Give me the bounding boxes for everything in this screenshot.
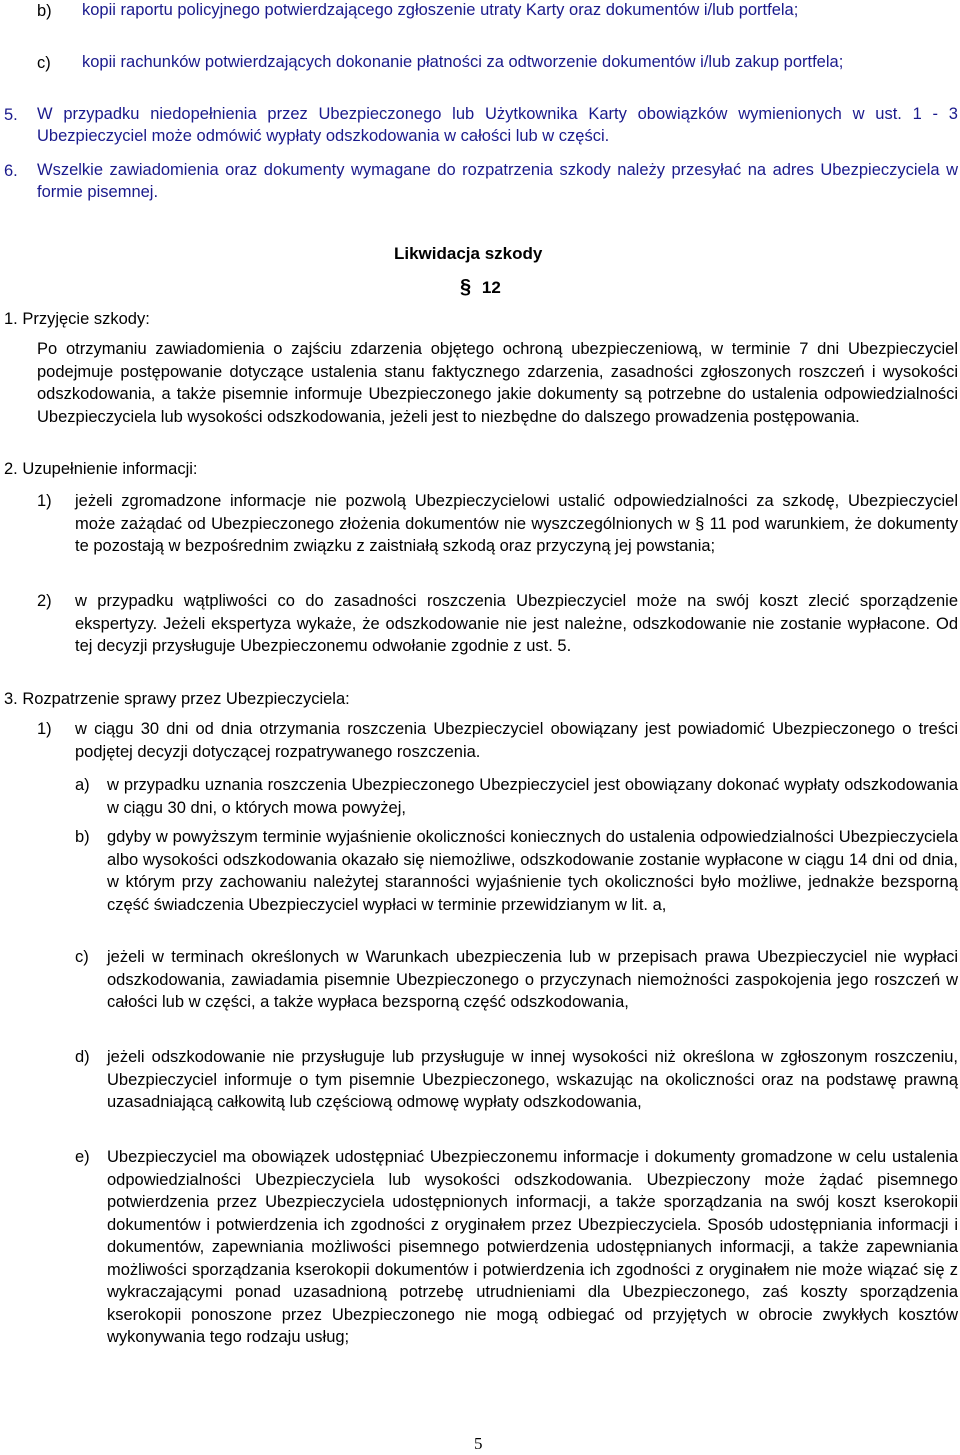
list-item-text: Ubezpieczyciel ma obowiązek udostępniać Ubezpieczonemu informacje i dokumenty gromadzone w celu ustalenia odpowiedzialności Ubezpieczyciela lub wysokości odszkodowania. Ubezpieczony może żądać pisemnego potwierdzenia przez Ubezpieczyciela udostępnionych informacji, a także sporządzania na swój koszt kserokopii dokumentów i potwierdzenia ich zgodności z oryginałem przez Ubezpieczyciela. Sposób udostępniania informacji i dokumentów, zapewniania możliwości pisemnego potwierdzenia udostępnianych informacji, a także zapewniania możliwości sporządzania kserokopii dokumentów i potwierdzenia ich zgodności z oryginałem nie może wiązać się z wykraczającymi ponad uzasadnioną potrzebę utrudnieniami dla Ubezpieczonego, zaś koszty sporządzenia kserokopii ponoszone przez Ubezpieczonego nie mogą odbiegać od przyjętych w obrocie zwykłych kosztów wykonywania tego rodzaju usług; [107,1148,958,1346]
section-heading: 1. Przyjęcie szkody: [4,310,150,328]
item-label: a) [75,776,90,794]
paragraph-mark [460,276,501,299]
list-item-text: gdyby w powyższym terminie wyjaśnienie okoliczności koniecznych do ustalenia odpowiedzialności Ubezpieczyciela albo wysokości odszkodowania okazało się niemożliwe, odszkodowanie zostanie wypłacone w ciągu 14 dni od dnia, w którym przy zachowaniu należytej staranności wyjaśnienie tych okoliczności było możliwe, jednakże bezsporną część świadczenia Ubezpieczyciel wypłaci w terminie przewidzianym w lit. a, [107,828,958,914]
paragraph-number: 5. [4,106,18,124]
page-number: 5 [474,1434,483,1453]
list-item-text: kopii rachunków potwierdzających dokonanie płatności za odtworzenie dokumentów i/lub zakup portfela; [82,53,844,71]
paragraph-text: Po otrzymaniu zawiadomienia o zajściu zdarzenia objętego ochroną ubezpieczeniową, w terminie 7 dni Ubezpieczyciel podejmuje postępowanie dotyczące ustalenia stanu faktycznego zdarzenia, zasadności zgłoszonych roszczeń i wysokości odszkodowania, a także pisemnie informuje Ubezpieczonego jakie dokumenty są potrzebne do ustalenia odpowiedzialności Ubezpieczyciela lub wysokości odszkodowania, jeżeli jest to niezbędne do dalszego prowadzenia postępowania. [37,340,958,426]
list-item-text: kopii raportu policyjnego potwierdzającego zgłoszenie utraty Karty oraz dokumentów i/lub portfela; [82,1,799,19]
item-label: 1) [37,720,52,738]
item-label: e) [75,1148,90,1166]
paragraph-number: 6. [4,162,18,180]
list-item-text: w ciągu 30 dni od dnia otrzymania roszczenia Ubezpieczyciel obowiązany jest powiadomić Ubezpieczonego o treści podjętej decyzji dotyczącej rozpatrywanego roszczenia. [75,720,958,761]
section-sign: § [460,276,472,298]
item-label: c) [75,948,89,966]
list-item-text: jeżeli odszkodowanie nie przysługuje lub przysługuje w innej wysokości niż określona w zgłoszonym roszczeniu, Ubezpieczyciel informuje o tym pisemnie Ubezpieczonego, wskazując na okoliczności oraz na podstawę prawną uzasadniającą całkowitą lub częściową odmowę wypłaty odszkodowania, [107,1048,958,1111]
item-label: c) [37,54,51,72]
item-label: 1) [37,492,52,510]
list-item-text: w przypadku uznania roszczenia Ubezpieczonego Ubezpieczyciel jest obowiązany dokonać wypłaty odszkodowania w ciągu 30 dni, o których mowa powyżej, [107,776,958,817]
item-label: d) [75,1048,90,1066]
paragraph-text: Wszelkie zawiadomienia oraz dokumenty wymagane do rozpatrzenia szkody należy przesyłać na adres Ubezpieczyciela w formie pisemnej. [37,161,958,201]
paragraph-number: 12 [481,278,501,297]
list-item-text: jeżeli w terminach określonych w Warunkach ubezpieczenia lub w przepisach prawa Ubezpieczyciel nie wypłaci odszkodowania, zawiadamia pisemnie Ubezpieczonego o przyczynach niemożności zaspokojenia jego roszczeń w całości lub w części, a także wypłaca bezsporną część odszkodowania, [107,948,958,1011]
list-item-text: jeżeli zgromadzone informacje nie pozwolą Ubezpieczycielowi ustalić odpowiedzialności za szkodę, Ubezpieczyciel może zażądać od Ubezpieczonego złożenia dokumentów nie wyszczególnionych w § 11 pod warunkiem, że dokumenty te pozostają w bezpośrednim związku z zaistniałą szkodą oraz przyczyną jej powstania; [75,492,958,555]
list-item-text: w przypadku wątpliwości co do zasadności roszczenia Ubezpieczyciel może na swój koszt zlecić sporządzenie ekspertyzy. Jeżeli ekspertyza wykaże, że odszkodowanie nie jest należne, odszkodowanie nie zostanie wypłacone. Od tej decyzji przysługuje Ubezpieczonemu odwołanie zgodnie z ust. 5. [75,592,958,655]
section-title: Likwidacja szkody [394,244,543,263]
item-label: b) [37,2,52,20]
item-label: b) [75,828,90,846]
item-label: 2) [37,592,52,610]
section-heading: 2. Uzupełnienie informacji: [4,460,198,478]
paragraph-text: W przypadku niedopełnienia przez Ubezpieczonego lub Użytkownika Karty obowiązków wymienionych w ust. 1 - 3 Ubezpieczyciel może odmówić wypłaty odszkodowania w całości lub w części. [37,105,958,145]
section-heading: 3. Rozpatrzenie sprawy przez Ubezpieczyciela: [4,690,350,708]
